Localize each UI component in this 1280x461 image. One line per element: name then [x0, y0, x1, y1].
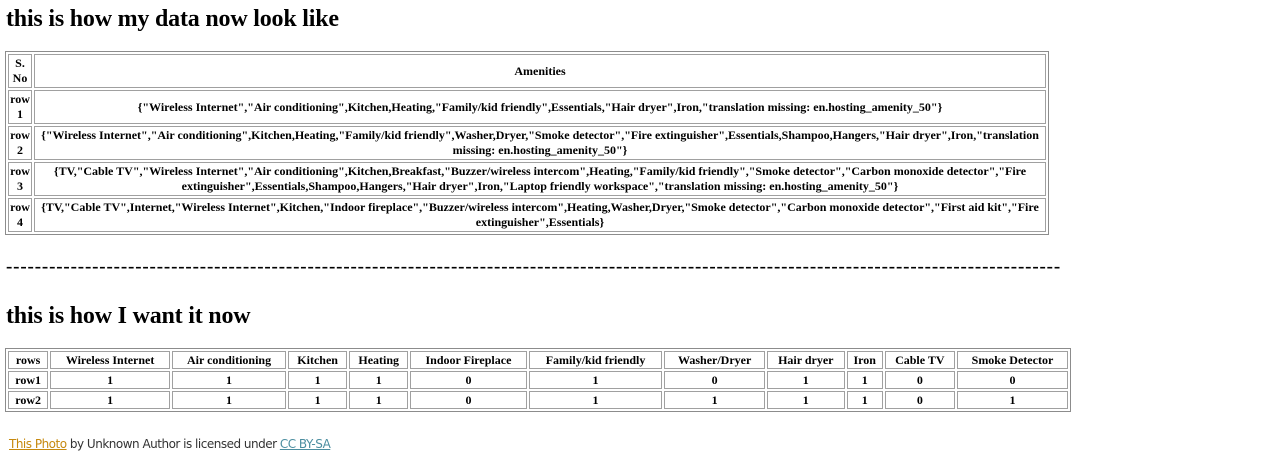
table-row: [8, 391, 1068, 409]
header-washer-dryer: Washer/Dryer: [664, 351, 764, 369]
cell: 1: [288, 391, 347, 409]
license-link[interactable]: CC BY-SA: [279, 437, 331, 451]
cell: 1: [172, 391, 286, 409]
cell: 0: [410, 391, 526, 409]
row-sno: row 3: [8, 162, 32, 196]
header-cable-tv: Cable TV: [885, 351, 955, 369]
cell: 0: [957, 371, 1068, 389]
dashed-divider: ---------------------------------------------------------------------------------------------------------------------------------------------------: [6, 256, 1062, 277]
cell: 1: [172, 371, 286, 389]
header-amenities: Amenities: [34, 54, 1046, 88]
desired-data-table: [5, 348, 1071, 412]
row-amenities: {TV,"Cable TV",Internet,"Wireless Internet",Kitchen,"Indoor fireplace","Buzzer/wireless intercom",Heating,Washer,Dryer,"Smoke detector","Carbon monoxide detector","First aid kit","Fire extinguisher",Essentials}: [34, 198, 1046, 232]
cell: 1: [529, 391, 663, 409]
header-family-kid-friendly: Family/kid friendly: [529, 351, 663, 369]
table-row: [8, 198, 1046, 232]
cell: 1: [349, 391, 408, 409]
cell: 1: [288, 371, 347, 389]
cell: 1: [957, 391, 1068, 409]
cell: 1: [847, 391, 883, 409]
cell: 0: [410, 371, 526, 389]
cell: 1: [529, 371, 663, 389]
header-air-conditioning: Air conditioning: [172, 351, 286, 369]
this-photo-link[interactable]: This Photo: [9, 437, 67, 451]
table-header-row: [8, 351, 1068, 369]
table-row: [8, 162, 1046, 196]
header-kitchen: Kitchen: [288, 351, 347, 369]
cell: 1: [50, 371, 170, 389]
header-heating: Heating: [349, 351, 408, 369]
header-indoor-fireplace: Indoor Fireplace: [410, 351, 526, 369]
cell-row-label: row2: [8, 391, 48, 409]
credit-text: by Unknown Author is licensed under: [66, 437, 280, 451]
image-credit: [9, 437, 330, 451]
row-sno: row 2: [8, 126, 32, 160]
cell: 0: [885, 371, 955, 389]
row-amenities: {TV,"Cable TV","Wireless Internet","Air conditioning",Kitchen,Breakfast,"Buzzer/wireless intercom",Heating,"Family/kid friendly","Smoke detector","Carbon monoxide detector","Fire extinguisher",Essentials,Shampoo,Hangers,"Hair dryer",Iron,"Laptop friendly workspace","translation missing: en.hosting_amenity_50"}: [34, 162, 1046, 196]
table-row: [8, 371, 1068, 389]
cell: 1: [664, 391, 764, 409]
table-header-row: [8, 54, 1046, 88]
cell: 1: [50, 391, 170, 409]
row-sno: row 4: [8, 198, 32, 232]
table-row: [8, 90, 1046, 124]
page-heading-current: this is how my data now look like: [6, 6, 339, 32]
cell: 0: [885, 391, 955, 409]
header-iron: Iron: [847, 351, 883, 369]
header-rows: rows: [8, 351, 48, 369]
cell: 1: [767, 371, 845, 389]
cell: 1: [349, 371, 408, 389]
page-heading-want: this is how I want it now: [6, 303, 251, 329]
row-amenities: {"Wireless Internet","Air conditioning",Kitchen,Heating,"Family/kid friendly",Essentials,"Hair dryer",Iron,"translation missing: en.hosting_amenity_50"}: [34, 90, 1046, 124]
cell-row-label: row1: [8, 371, 48, 389]
row-sno: row 1: [8, 90, 32, 124]
header-hair-dryer: Hair dryer: [767, 351, 845, 369]
cell: 0: [664, 371, 764, 389]
table-row: [8, 126, 1046, 160]
current-data-table: [5, 51, 1049, 235]
cell: 1: [847, 371, 883, 389]
row-amenities: {"Wireless Internet","Air conditioning",Kitchen,Heating,"Family/kid friendly",Washer,Dryer,"Smoke detector","Fire extinguisher",Essentials,Shampoo,Hangers,"Hair dryer",Iron,"translation missing: en.hosting_amenity_50"}: [34, 126, 1046, 160]
cell: 1: [767, 391, 845, 409]
header-wireless-internet: Wireless Internet: [50, 351, 170, 369]
header-smoke-detector: Smoke Detector: [957, 351, 1068, 369]
header-sno: S. No: [8, 54, 32, 88]
